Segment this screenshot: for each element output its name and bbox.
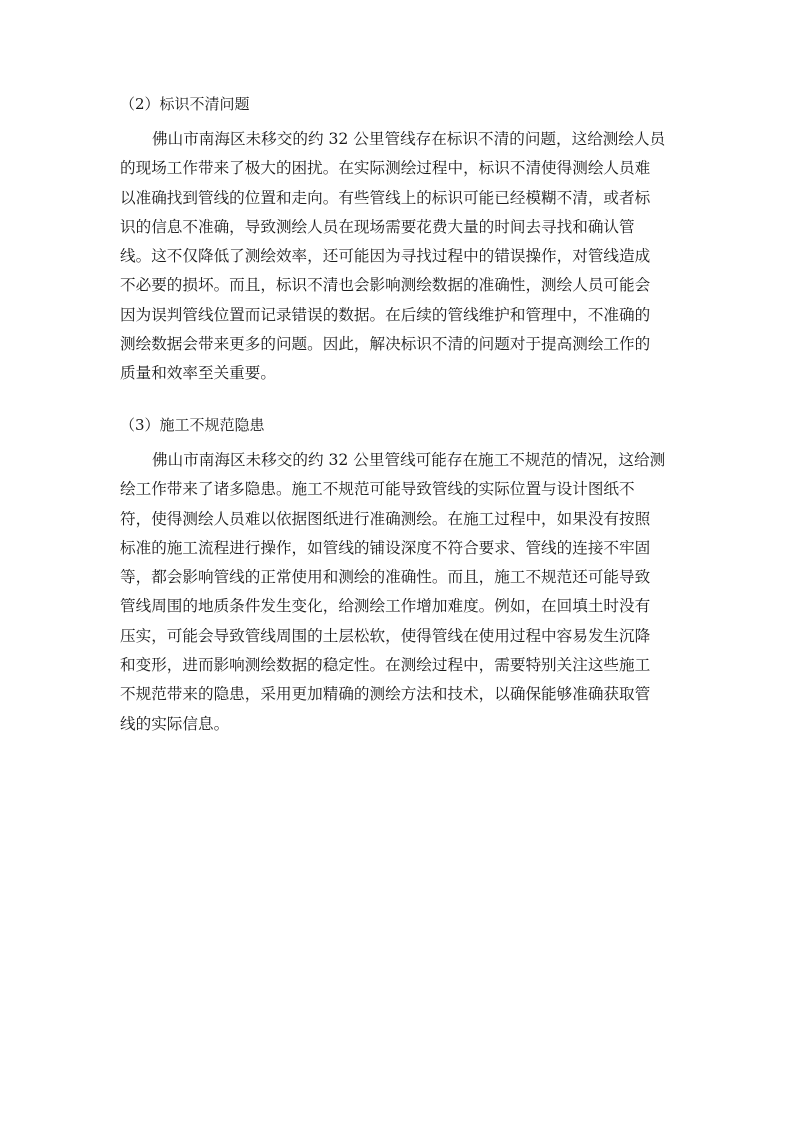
paragraph-construction (120, 446, 680, 739)
paragraph-line: 不必要的损坏。而且，标识不清也会影响测绘数据的准确性，测绘人员可能会 (120, 276, 651, 295)
paragraph-line: 符，使得测绘人员难以依据图纸进行准确测绘。在施工过程中，如果没有按照 (120, 509, 651, 528)
paragraph-line: 因为误判管线位置而记录错误的数据。在后续的管线维护和管理中，不准确的 (120, 305, 651, 324)
paragraph-line: 佛山市南海区未移交的约 32 公里管线可能存在施工不规范的情况，这给测 (152, 451, 666, 469)
section-heading-identification: （2）标识不清问题 (120, 95, 250, 113)
paragraph-line: 等，都会影响管线的正常使用和测绘的准确性。而且，施工不规范还可能导致 (120, 568, 651, 587)
paragraph-line: 质量和效率至关重要。 (120, 364, 276, 383)
section-heading-construction: （3）施工不规范隐患 (120, 416, 265, 434)
paragraph-line: 以准确找到管线的位置和走向。有些管线上的标识可能已经模糊不清，或者标 (120, 188, 651, 207)
paragraph-line: 线的实际信息。 (120, 714, 230, 733)
paragraph-line: 管线周围的地质条件发生变化，给测绘工作增加难度。例如，在回填土时没有 (120, 597, 651, 616)
paragraph-line: 线。这不仅降低了测绘效率，还可能因为寻找过程中的错误操作，对管线造成 (120, 247, 651, 266)
paragraph-line: 不规范带来的隐患，采用更加精确的测绘方法和技术，以确保能够准确获取管 (120, 685, 651, 704)
paragraph-line: 的现场工作带来了极大的困扰。在实际测绘过程中，标识不清使得测绘人员难 (120, 159, 651, 178)
paragraph-line: 压实，可能会导致管线周围的土层松软，使得管线在使用过程中容易发生沉降 (120, 626, 651, 645)
paragraph-line: 测绘数据会带来更多的问题。因此，解决标识不清的问题对于提高测绘工作的 (120, 335, 651, 354)
paragraph-line: 识的信息不准确，导致测绘人员在现场需要花费大量的时间去寻找和确认管 (120, 217, 635, 236)
paragraph-line: 绘工作带来了诸多隐患。施工不规范可能导致管线的实际位置与设计图纸不 (120, 480, 635, 499)
paragraph-line: 标准的施工流程进行操作，如管线的铺设深度不符合要求、管线的连接不牢固 (120, 538, 651, 557)
paragraph-line: 和变形，进而影响测绘数据的稳定性。在测绘过程中，需要特别关注这些施工 (120, 656, 651, 675)
paragraph-identification (120, 125, 680, 389)
paragraph-line: 佛山市南海区未移交的约 32 公里管线存在标识不清的问题，这给测绘人员 (152, 130, 666, 148)
